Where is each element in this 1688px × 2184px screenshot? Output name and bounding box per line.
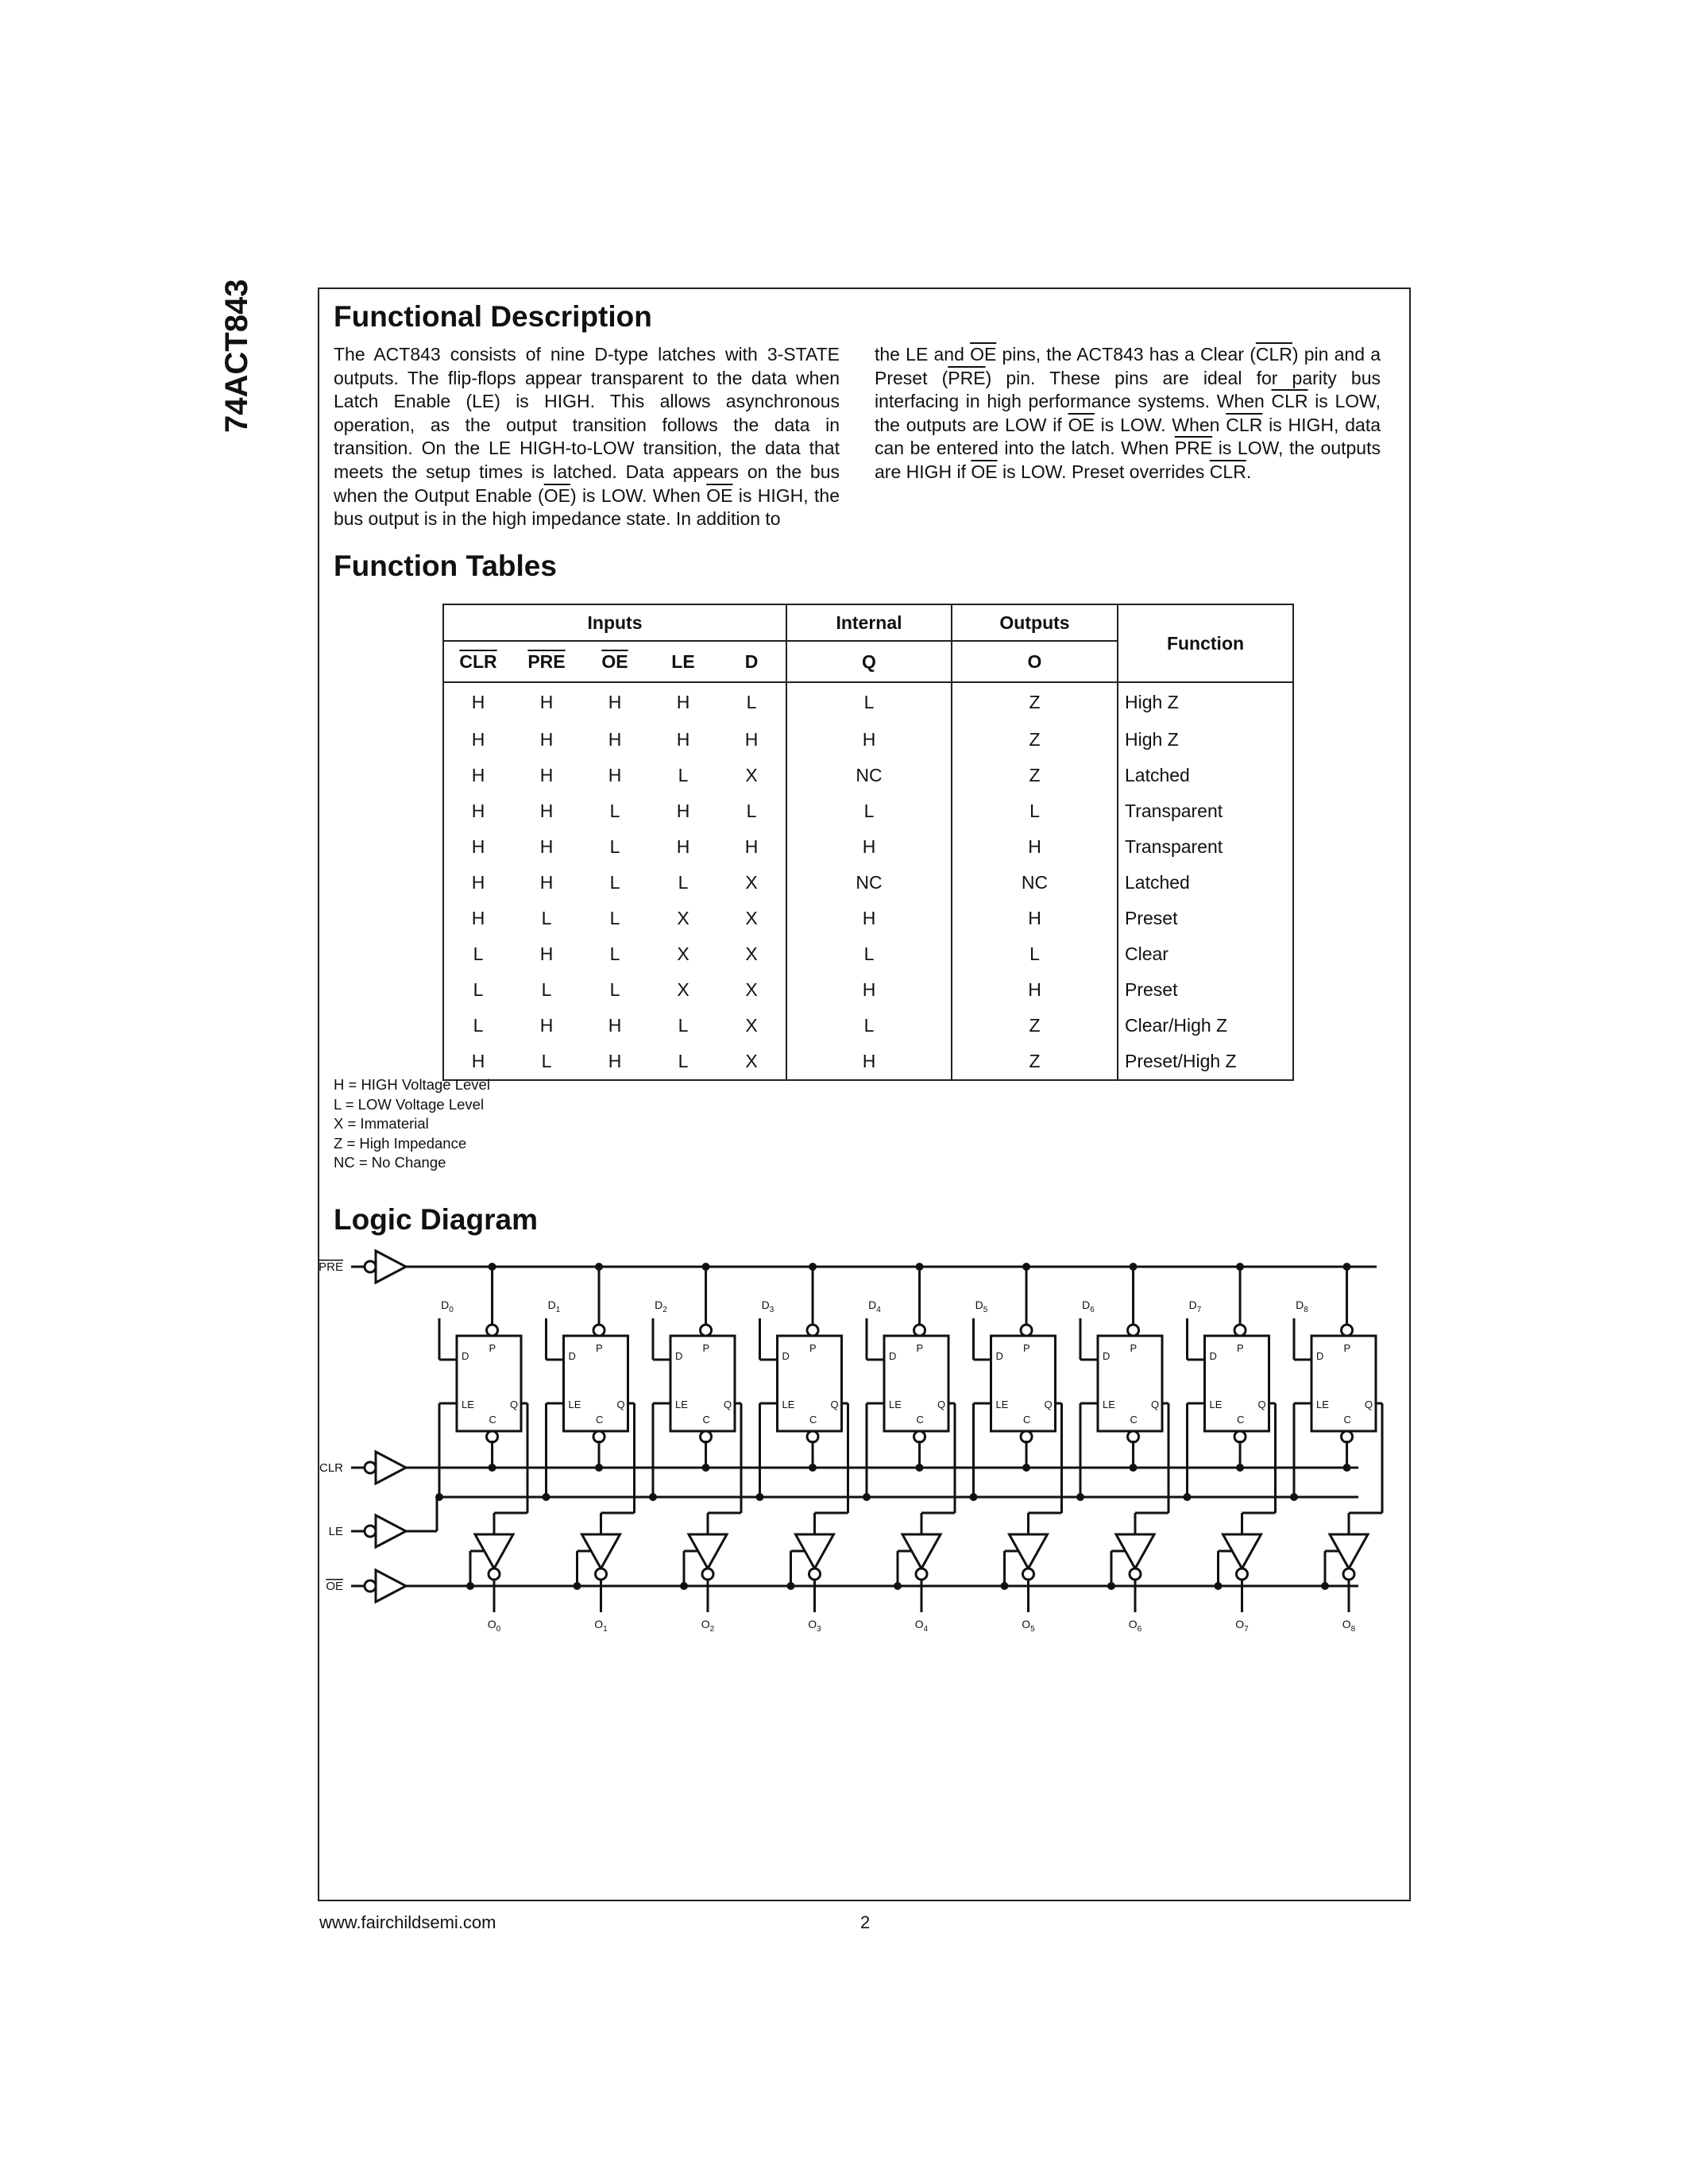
table-cell: L (473, 943, 484, 964)
latch-pin-c: C (702, 1414, 710, 1426)
junction-dot (1236, 1464, 1244, 1472)
table-cell: H (539, 836, 554, 857)
table-cell: H (539, 729, 554, 750)
inversion-bubble (365, 1580, 376, 1592)
table-cell: H (952, 829, 1118, 865)
latch-pin-q: Q (616, 1399, 625, 1410)
latch-pin-c: C (1130, 1414, 1138, 1426)
latch-pin-le: LE (889, 1399, 902, 1410)
table-cell: Transparent (1125, 801, 1223, 821)
table-cell: Clear/High Z (1125, 1015, 1228, 1036)
latch-pin-d: D (1316, 1350, 1324, 1362)
control-input-label-pre: PRE (319, 1260, 343, 1274)
latch-pin-q: Q (1044, 1399, 1053, 1410)
table-cell: H (952, 901, 1118, 936)
inversion-bubble (487, 1431, 498, 1442)
inversion-bubble (1237, 1569, 1248, 1580)
junction-dot (787, 1582, 795, 1590)
latch-pin-le: LE (462, 1399, 474, 1410)
output-label-8: $O_8$ (1342, 1618, 1356, 1634)
junction-dot (595, 1464, 603, 1472)
table-cell: Transparent (1125, 836, 1223, 857)
latch-pin-le: LE (1316, 1399, 1329, 1410)
inversion-bubble (701, 1325, 712, 1336)
table-cell: H (539, 692, 554, 712)
latch-pin-le: LE (1209, 1399, 1223, 1410)
legend-item: Z = High Impedance (334, 1134, 467, 1152)
latch-pin-d: D (568, 1350, 576, 1362)
inversion-bubble (1342, 1325, 1353, 1336)
table-cell: H (608, 729, 622, 750)
table-cell: Latched (1125, 872, 1190, 893)
table-cell: H (471, 729, 485, 750)
table-cell: L (678, 1051, 689, 1071)
table-cell: H (786, 972, 952, 1008)
table-cell: L (786, 1008, 952, 1044)
control-input-label-le: LE (328, 1525, 343, 1538)
table-cell: L (678, 765, 689, 785)
table-cell: H (676, 729, 690, 750)
latch-pin-le: LE (568, 1399, 581, 1410)
data-input-label-2: $D_2$ (655, 1298, 667, 1314)
latch-pin-d: D (675, 1350, 683, 1362)
output-label-6: $O_6$ (1128, 1618, 1142, 1634)
side-part-number: 74ACT843 (219, 279, 254, 433)
table-cell: H (717, 722, 786, 758)
table-cell: L (717, 793, 786, 829)
latch-pin-le: LE (782, 1399, 795, 1410)
table-cell: X (677, 979, 689, 1000)
outputs-header: Outputs (952, 605, 1118, 641)
table-cell: L (786, 936, 952, 972)
column-header-q: Q (786, 641, 952, 682)
table-cell: Z (952, 758, 1118, 793)
table-cell: L (541, 1051, 552, 1071)
table-cell: H (717, 829, 786, 865)
inversion-bubble (1234, 1325, 1246, 1336)
data-input-label-8: $D_8$ (1296, 1298, 1308, 1314)
table-cell: H (608, 1015, 622, 1036)
table-cell: X (717, 901, 786, 936)
column-header-clr: $\overline{CLR}$ (444, 641, 512, 682)
output-label-4: $O_4$ (914, 1618, 929, 1634)
inversion-bubble (1021, 1431, 1032, 1442)
latch-pin-c: C (1237, 1414, 1245, 1426)
junction-dot (894, 1582, 902, 1590)
table-cell: NC (952, 865, 1118, 901)
latch-pin-q: Q (937, 1399, 946, 1410)
inversion-bubble (365, 1526, 376, 1537)
table-cell: H (471, 908, 485, 928)
table-cell: L (717, 682, 786, 722)
table-cell: L (609, 943, 620, 964)
table-cell: H (608, 692, 622, 712)
latch-pin-q: Q (1257, 1399, 1266, 1410)
inversion-bubble (1342, 1431, 1353, 1442)
table-cell: L (678, 1015, 689, 1036)
table-cell: Latched (1125, 765, 1190, 785)
functional-description-right: the LE and $\overline{OE}$ pins, the ACT843 has a Clear $(\overline{CLR})$ pin and a Preset $(\overline{PRE})$ pin. These pins are ideal for parity bus interfacing in high performance systems. When $\overline{CLR}$ is LOW, the outputs are LOW if $\overline{OE}$ is LOW. When $\overline{CLR}$ is HIGH, data can be entered into the latch. When $\overline{PRE}$ is LOW, the outputs are HIGH if $\overline{OE}$ is LOW. Preset overrides $\overline{CLR}$. (875, 344, 1381, 482)
table-cell: L (609, 836, 620, 857)
table-cell: Preset/High Z (1125, 1051, 1237, 1071)
table-cell: H (471, 836, 485, 857)
latch-pin-c: C (1023, 1414, 1031, 1426)
column-header-pre: $\overline{PRE}$ (512, 641, 581, 682)
table-cell: H (676, 836, 690, 857)
inversion-bubble (702, 1569, 713, 1580)
table-cell: X (717, 972, 786, 1008)
legend-item: X = Immaterial (334, 1115, 429, 1132)
junction-dot (1022, 1464, 1030, 1472)
table-cell: L (473, 979, 484, 1000)
table-cell: Z (952, 1008, 1118, 1044)
inversion-bubble (365, 1462, 376, 1473)
latch-pin-c: C (809, 1414, 817, 1426)
table-cell: X (677, 943, 689, 964)
functional-description-left: The ACT843 consists of nine D-type latches with 3-STATE outputs. The flip-flops appear transparent to the data when Latch Enable (LE) is HIGH. This allows asynchronous operation, as the output transition follows the data in transition. On the LE HIGH-to-LOW transition, the data that meets the setup times is latched. Data appears on the bus when the Output Enable $(\overline{OE})$ is LOW. When $\overline{OE}$ is HIGH, the bus output is in the high impedance state. In addition to (334, 344, 840, 530)
latch-pin-p: P (809, 1342, 817, 1354)
junction-dot (702, 1464, 710, 1472)
function-tables-heading: Function Tables (334, 550, 557, 582)
table-cell: H (786, 1044, 952, 1079)
table-cell: L (786, 793, 952, 829)
legend-item: L = LOW Voltage Level (334, 1095, 485, 1113)
junction-dot (435, 1493, 443, 1501)
latch-pin-le: LE (995, 1399, 1009, 1410)
table-cell: High Z (1125, 729, 1179, 750)
table-cell: L (952, 793, 1118, 829)
table-cell: L (609, 872, 620, 893)
column-header-d: D (717, 641, 786, 682)
table-cell: H (952, 972, 1118, 1008)
inversion-bubble (807, 1431, 818, 1442)
junction-dot (970, 1493, 978, 1501)
table-cell: NC (786, 758, 952, 793)
footer-url: www.fairchildsemi.com (319, 1912, 496, 1932)
junction-dot (1321, 1582, 1329, 1590)
column-header-o: O (952, 641, 1118, 682)
data-input-label-1: $D_1$ (547, 1298, 561, 1314)
inversion-bubble (365, 1261, 376, 1272)
table-cell: Clear (1125, 943, 1168, 964)
table-cell: Z (952, 1044, 1118, 1079)
input-buffer-clr (376, 1452, 406, 1484)
latch-pin-q: Q (1365, 1399, 1373, 1410)
table-cell: Preset (1125, 908, 1178, 928)
table-cell: H (539, 1015, 554, 1036)
data-input-label-5: $D_5$ (975, 1298, 988, 1314)
table-cell: H (471, 872, 485, 893)
table-cell: H (608, 765, 622, 785)
inversion-bubble (593, 1431, 605, 1442)
table-cell: L (678, 872, 689, 893)
table-cell: H (471, 801, 485, 821)
latch-pin-d: D (1103, 1350, 1111, 1362)
table-cell: L (609, 908, 620, 928)
junction-dot (1343, 1464, 1351, 1472)
table-cell: X (717, 1044, 786, 1079)
table-cell: H (539, 801, 554, 821)
output-label-5: $O_5$ (1022, 1618, 1035, 1634)
junction-dot (649, 1493, 657, 1501)
latch-pin-p: P (596, 1342, 603, 1354)
junction-dot (489, 1464, 496, 1472)
table-cell: H (539, 872, 554, 893)
latch-pin-p: P (1023, 1342, 1030, 1354)
inversion-bubble (1023, 1569, 1034, 1580)
table-cell: H (786, 829, 952, 865)
junction-dot (466, 1582, 474, 1590)
junction-dot (1107, 1582, 1115, 1590)
input-buffer-pre (376, 1251, 406, 1283)
table-cell: NC (786, 865, 952, 901)
latch-pin-le: LE (675, 1399, 688, 1410)
latch-pin-p: P (1237, 1342, 1244, 1354)
table-cell: L (473, 1015, 484, 1036)
table-cell: X (677, 908, 689, 928)
table-cell: L (786, 682, 952, 722)
table-cell: H (676, 692, 690, 712)
data-input-label-6: $D_6$ (1082, 1298, 1095, 1314)
control-input-label-oe: OE (326, 1580, 343, 1593)
latch-pin-q: Q (830, 1399, 839, 1410)
table-cell: L (609, 801, 620, 821)
table-cell: H (786, 722, 952, 758)
inversion-bubble (914, 1431, 925, 1442)
table-cell: H (608, 1051, 622, 1071)
table-cell: H (786, 901, 952, 936)
latch-pin-c: C (596, 1414, 604, 1426)
latch-pin-d: D (1209, 1350, 1217, 1362)
latch-pin-p: P (489, 1342, 496, 1354)
table-cell: High Z (1125, 692, 1179, 712)
latch-pin-p: P (702, 1342, 710, 1354)
table-cell: X (717, 1008, 786, 1044)
inversion-bubble (809, 1569, 821, 1580)
latch-pin-q: Q (724, 1399, 732, 1410)
data-input-label-7: $D_7$ (1188, 1298, 1202, 1314)
inputs-header: Inputs (444, 605, 786, 641)
table-cell: H (471, 1051, 485, 1071)
output-label-2: $O_2$ (701, 1618, 715, 1634)
table-cell: L (952, 936, 1118, 972)
column-header-le: LE (649, 641, 717, 682)
latch-pin-d: D (782, 1350, 790, 1362)
junction-dot (574, 1582, 581, 1590)
latch-pin-q: Q (1151, 1399, 1160, 1410)
latch-pin-le: LE (1103, 1399, 1115, 1410)
inversion-bubble (596, 1569, 607, 1580)
data-input-label-3: $D_3$ (761, 1298, 774, 1314)
latch-pin-p: P (1343, 1342, 1351, 1354)
latch-pin-c: C (489, 1414, 496, 1426)
junction-dot (809, 1464, 817, 1472)
junction-dot (916, 1464, 924, 1472)
junction-dot (1130, 1464, 1138, 1472)
control-input-label-clr: CLR (319, 1461, 343, 1475)
junction-dot (1184, 1493, 1192, 1501)
table-cell: X (717, 865, 786, 901)
junction-dot (1076, 1493, 1084, 1501)
table-cell: H (471, 692, 485, 712)
legend-item: NC = No Change (334, 1154, 446, 1171)
inversion-bubble (914, 1325, 925, 1336)
inversion-bubble (1021, 1325, 1032, 1336)
table-cell: H (539, 943, 554, 964)
latch-pin-d: D (889, 1350, 897, 1362)
inversion-bubble (1128, 1431, 1139, 1442)
inversion-bubble (1234, 1431, 1246, 1442)
latch-pin-c: C (1343, 1414, 1351, 1426)
junction-dot (680, 1582, 688, 1590)
table-cell: L (541, 979, 552, 1000)
logic-diagram-heading: Logic Diagram (334, 1203, 538, 1236)
input-buffer-le (376, 1515, 406, 1547)
output-label-0: $O_0$ (487, 1618, 501, 1634)
table-cell: Z (952, 722, 1118, 758)
latch-pin-p: P (1130, 1342, 1138, 1354)
inversion-bubble (593, 1325, 605, 1336)
junction-dot (1290, 1493, 1298, 1501)
inversion-bubble (1343, 1569, 1354, 1580)
inversion-bubble (916, 1569, 927, 1580)
table-cell: X (717, 758, 786, 793)
latch-pin-d: D (462, 1350, 469, 1362)
functional-description-heading: Functional Description (334, 300, 652, 333)
inversion-bubble (487, 1325, 498, 1336)
table-cell: H (471, 765, 485, 785)
table-cell: H (539, 765, 554, 785)
input-buffer-oe (376, 1570, 406, 1602)
junction-dot (1215, 1582, 1223, 1590)
latch-pin-c: C (916, 1414, 924, 1426)
footer-page-number: 2 (860, 1912, 871, 1932)
output-label-1: $O_1$ (594, 1618, 608, 1634)
latch-pin-d: D (995, 1350, 1003, 1362)
table-cell: X (717, 936, 786, 972)
inversion-bubble (807, 1325, 818, 1336)
output-label-3: $O_3$ (808, 1618, 821, 1634)
table-cell: L (609, 979, 620, 1000)
junction-dot (543, 1493, 550, 1501)
inversion-bubble (1128, 1325, 1139, 1336)
junction-dot (756, 1493, 764, 1501)
inversion-bubble (701, 1431, 712, 1442)
table-cell: Preset (1125, 979, 1178, 1000)
data-input-label-0: $D_0$ (441, 1298, 454, 1314)
junction-dot (863, 1493, 871, 1501)
table-cell: Z (952, 682, 1118, 722)
data-input-label-4: $D_4$ (868, 1298, 881, 1314)
table-cell: L (541, 908, 552, 928)
output-label-7: $O_7$ (1235, 1618, 1249, 1634)
table-cell: H (676, 801, 690, 821)
column-header-oe: $\overline{OE}$ (581, 641, 649, 682)
function-header: Function (1118, 605, 1292, 682)
junction-dot (1001, 1582, 1009, 1590)
inversion-bubble (489, 1569, 500, 1580)
legend-item: H = HIGH Voltage Level (334, 1076, 490, 1093)
latch-pin-q: Q (510, 1399, 519, 1410)
internal-header: Internal (786, 605, 952, 641)
inversion-bubble (1130, 1569, 1141, 1580)
latch-pin-p: P (916, 1342, 924, 1354)
